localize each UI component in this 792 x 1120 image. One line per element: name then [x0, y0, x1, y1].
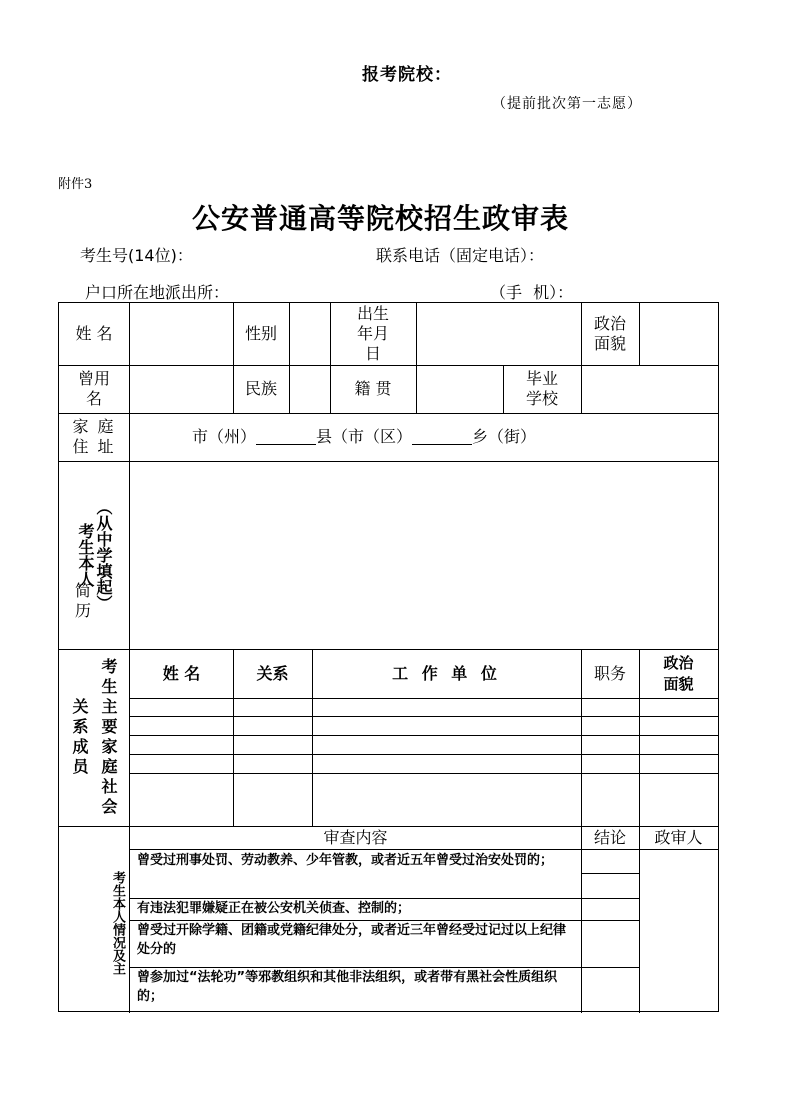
political-status-field[interactable]: [640, 303, 718, 365]
address-county-text: 县（市（区）: [316, 427, 413, 446]
review-conclusion-2[interactable]: [582, 874, 639, 920]
apply-school-note: （提前批次第一志愿）: [492, 96, 642, 112]
review-content-header: 审查内容: [323, 827, 388, 847]
review-reviewer-header: 政审人: [654, 827, 703, 847]
graduate-school-label: 毕业学校: [525, 369, 558, 408]
review-conclusion-3[interactable]: [582, 921, 639, 967]
review-item-illegal-organization: 曾参加过“法轮功”等邪教组织和其他非法组织，或者带有黑社会性质组织的；: [137, 970, 558, 1004]
review-conclusion-4[interactable]: [582, 968, 639, 1012]
home-address-field[interactable]: [130, 413, 718, 461]
apply-school-label: 报考院校：: [362, 65, 452, 85]
name-field[interactable]: [130, 303, 233, 365]
gender-label: 性别: [244, 324, 277, 343]
gender-field[interactable]: [290, 303, 330, 365]
exam-number-label: 考生号(14位)：: [80, 246, 193, 265]
birth-date-label: 出生年月日: [356, 304, 389, 363]
ethnicity-label: 民族: [244, 379, 277, 398]
address-town-text: 乡（街）: [472, 427, 537, 446]
reviewer-field[interactable]: [640, 850, 718, 1012]
mobile-phone-label: （手 机）：: [490, 283, 574, 302]
family-col-political-status: 政治面貌: [663, 653, 694, 693]
native-place-field[interactable]: [417, 365, 503, 413]
former-name-field[interactable]: [130, 365, 233, 413]
family-col-relation: 关系: [256, 663, 289, 683]
family-col-work-unit: 工 作 单 位: [392, 663, 501, 683]
home-address-label: 家 庭 住 址: [72, 417, 116, 456]
family-section-label: 考生主要家庭社会关系成员: [70, 657, 118, 818]
resume-field[interactable]: [130, 462, 718, 649]
address-city-text: 市（州）: [192, 427, 257, 446]
resume-label-tail: 简历: [74, 581, 91, 620]
review-conclusion-header: 结论: [593, 827, 626, 847]
address-city-blank[interactable]: [256, 430, 316, 445]
graduate-school-field[interactable]: [582, 365, 718, 413]
political-review-form-table: [58, 302, 719, 1012]
former-name-label: 曾用名: [77, 369, 110, 408]
review-item-criminal-record: 曾受过刑事处罚、劳动教养、少年管教，或者近五年曾受过治安处罚的；: [137, 853, 554, 868]
ethnicity-field[interactable]: [290, 365, 330, 413]
attachment-label: 附件3: [58, 177, 93, 192]
native-place-label: 籍 贯: [354, 379, 392, 398]
review-item-disciplinary-action: 曾受过开除学籍、团籍或党籍纪律处分，或者近三年曾经受过记过以上纪律处分的: [137, 923, 567, 957]
family-col-name: 姓 名: [162, 663, 201, 683]
name-label: 姓 名: [75, 324, 113, 343]
family-col-position: 职务: [593, 663, 626, 683]
review-section-label: 考生本人情况及主: [110, 870, 125, 975]
form-title: 公安普通高等院校招生政审表: [192, 202, 570, 235]
review-item-under-investigation: 有违法犯罪嫌疑正在被公安机关侦查、控制的；: [137, 901, 411, 916]
fixed-phone-label: 联系电话（固定电话）：: [376, 246, 545, 265]
political-status-label: 政治面貌: [594, 314, 627, 353]
birth-date-field[interactable]: [417, 303, 581, 365]
review-conclusion-1[interactable]: [582, 850, 639, 873]
resume-label-paren: （从中学填起）: [94, 499, 113, 611]
family-members-rows[interactable]: [130, 699, 718, 826]
resume-label-main: 考生本人: [76, 523, 95, 587]
hukou-police-station-label: 户口所在地派出所：: [85, 283, 230, 302]
address-county-blank[interactable]: [412, 430, 472, 445]
